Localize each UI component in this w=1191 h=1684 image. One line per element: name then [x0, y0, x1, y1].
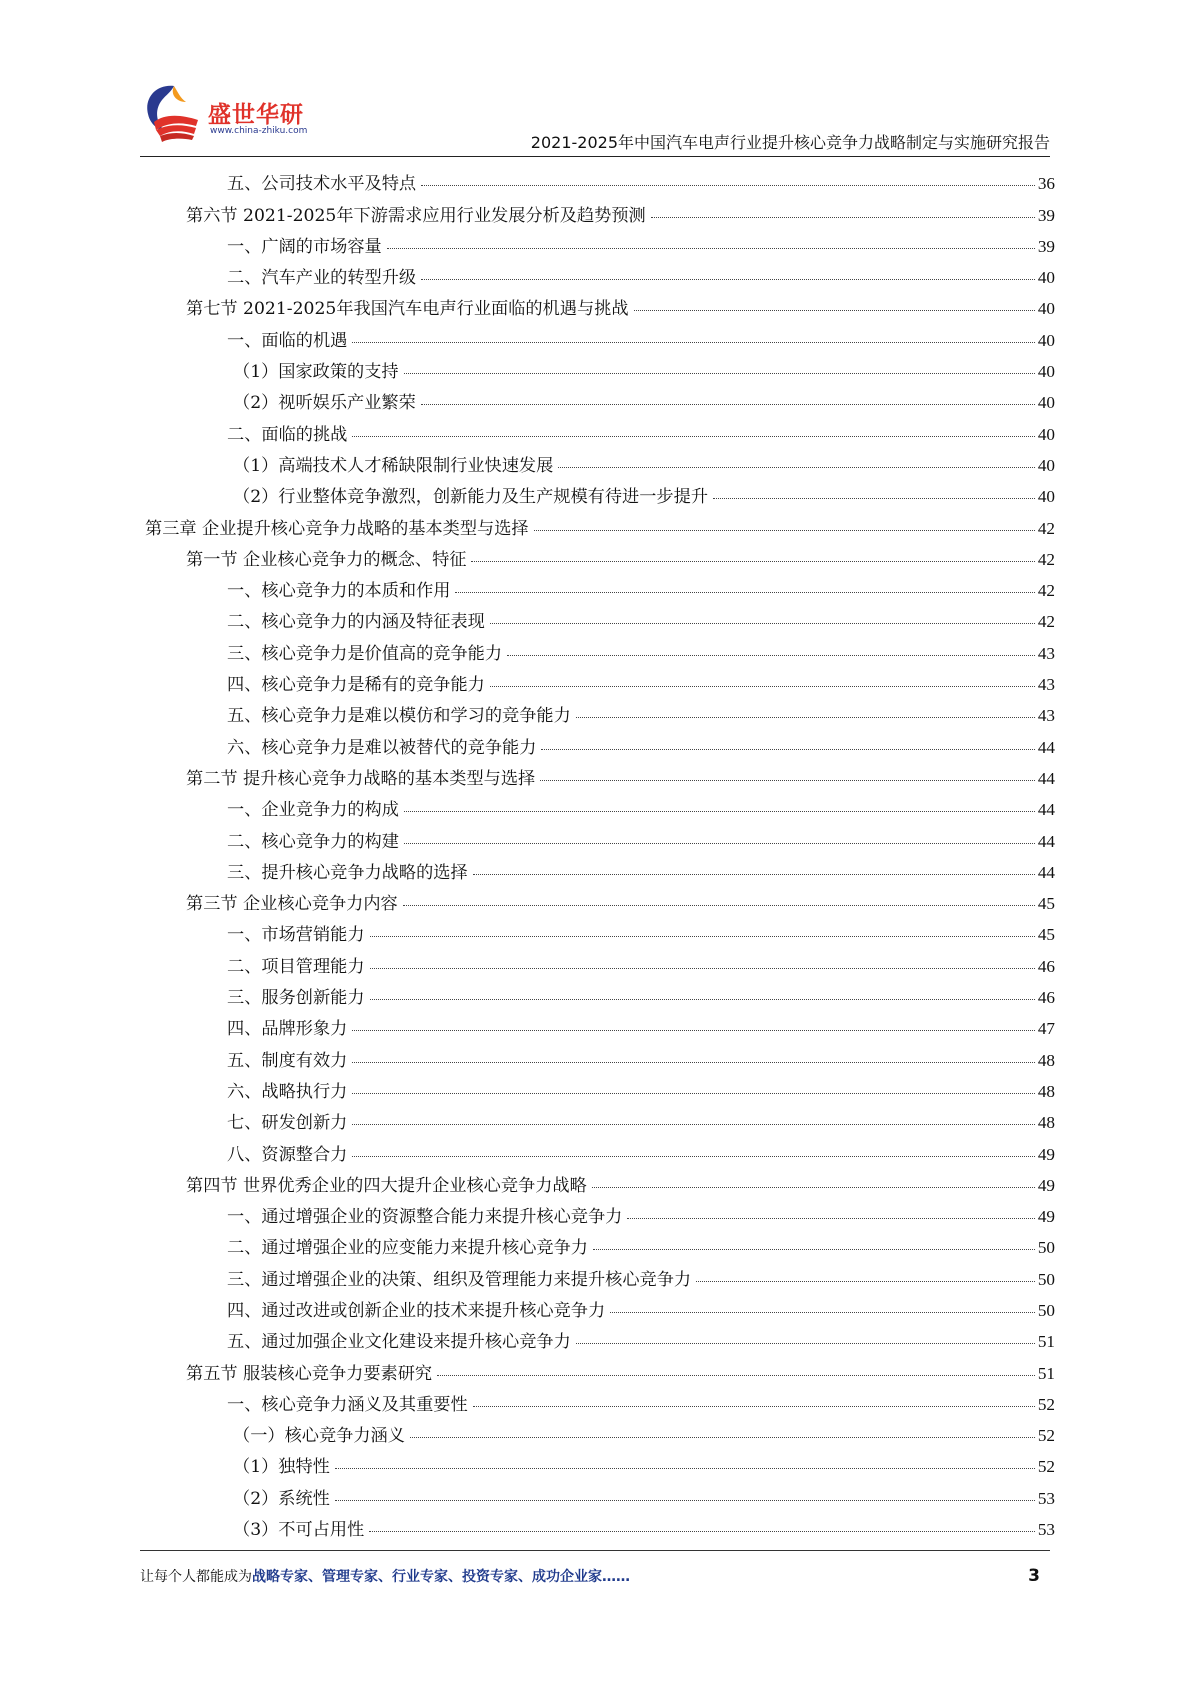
toc-leader-dots	[403, 905, 1035, 906]
toc-leader-dots	[473, 874, 1035, 875]
toc-leader-dots	[610, 1312, 1035, 1313]
toc-leader-dots	[455, 592, 1034, 593]
toc-leader-dots	[352, 1156, 1034, 1157]
toc-entry-title: 第三章 企业提升核心竞争力战略的基本类型与选择	[145, 518, 529, 539]
toc-entry-page: 42	[1037, 612, 1055, 632]
page-header	[140, 80, 1050, 154]
page-footer	[140, 1566, 1050, 1592]
toc-entry-page: 48	[1037, 1113, 1055, 1133]
toc-entry-page: 40	[1037, 299, 1055, 319]
toc-leader-dots	[352, 1124, 1034, 1125]
toc-entry[interactable]	[145, 163, 1055, 194]
toc-entry-page: 53	[1037, 1488, 1055, 1508]
toc-leader-dots	[541, 749, 1034, 750]
toc-entry-page: 45	[1037, 925, 1055, 945]
toc-entry[interactable]	[145, 820, 1055, 851]
toc-entry-page: 53	[1037, 1520, 1055, 1540]
toc-entry[interactable]	[145, 664, 1055, 695]
toc-entry-page: 48	[1037, 1050, 1055, 1070]
toc-entry[interactable]	[145, 1384, 1055, 1415]
toc-entry-title: 一、核心竞争力的本质和作用	[227, 581, 451, 602]
toc-entry-title: 四、核心竞争力是稀有的竞争能力	[227, 675, 485, 696]
toc-entry[interactable]	[145, 1133, 1055, 1164]
toc-entry[interactable]	[145, 632, 1055, 663]
toc-entry-title: 五、通过加强企业文化建设来提升核心竞争力	[227, 1332, 571, 1353]
toc-entry-page: 52	[1037, 1426, 1055, 1446]
toc-leader-dots	[410, 1437, 1035, 1438]
toc-entry[interactable]	[145, 570, 1055, 601]
toc-leader-dots	[370, 968, 1035, 969]
toc-entry[interactable]	[145, 1008, 1055, 1039]
toc-leader-dots	[507, 655, 1035, 656]
toc-entry[interactable]	[145, 476, 1055, 507]
toc-entry[interactable]	[145, 914, 1055, 945]
logo-swoosh-icon	[140, 80, 210, 146]
toc-entry-title: 三、核心竞争力是价值高的竞争能力	[227, 643, 503, 664]
toc-leader-dots	[558, 467, 1035, 468]
toc-entry-page: 40	[1037, 455, 1055, 475]
toc-entry-title: 三、提升核心竞争力战略的选择	[227, 862, 468, 883]
toc-leader-dots	[473, 1406, 1035, 1407]
toc-entry-title: 六、战略执行力	[227, 1081, 348, 1102]
toc-entry-title: （2）行业整体竞争激烈，创新能力及生产规模有待进一步提升	[233, 487, 709, 508]
toc-entry-title: 一、通过增强企业的资源整合能力来提升核心竞争力	[227, 1207, 623, 1228]
toc-entry-page: 50	[1037, 1269, 1055, 1289]
toc-leader-dots	[352, 436, 1034, 437]
toc-entry[interactable]	[145, 758, 1055, 789]
toc-entry-title: （3）不可占用性	[233, 1520, 365, 1541]
toc-leader-dots	[576, 1343, 1035, 1344]
toc-entry[interactable]	[145, 1102, 1055, 1133]
toc-entry[interactable]	[145, 1258, 1055, 1289]
toc-leader-dots	[713, 498, 1035, 499]
toc-entry[interactable]	[145, 1477, 1055, 1508]
toc-entry[interactable]	[145, 194, 1055, 225]
toc-entry[interactable]	[145, 1446, 1055, 1477]
toc-entry-title: 四、品牌形象力	[227, 1019, 348, 1040]
toc-leader-dots	[387, 248, 1035, 249]
toc-leader-dots	[593, 1249, 1035, 1250]
toc-entry-page: 50	[1037, 1238, 1055, 1258]
toc-leader-dots	[651, 217, 1035, 218]
toc-entry-page: 47	[1037, 1019, 1055, 1039]
toc-entry-title: 七、研发创新力	[227, 1113, 348, 1134]
toc-entry[interactable]	[145, 977, 1055, 1008]
toc-entry[interactable]	[145, 1071, 1055, 1102]
toc-entry[interactable]	[145, 1321, 1055, 1352]
toc-leader-dots	[369, 1531, 1035, 1532]
toc-leader-dots	[696, 1281, 1035, 1282]
brand-name: 盛世华研	[208, 102, 304, 128]
toc-entry-page: 44	[1037, 737, 1055, 757]
toc-entry-title: （1）国家政策的支持	[233, 362, 399, 383]
toc-entry-page: 43	[1037, 706, 1055, 726]
toc-entry-title: 二、项目管理能力	[227, 956, 365, 977]
toc-leader-dots	[421, 185, 1035, 186]
toc-entry-page: 40	[1037, 393, 1055, 413]
toc-entry-page: 43	[1037, 643, 1055, 663]
toc-entry[interactable]	[145, 1509, 1055, 1540]
toc-entry[interactable]	[145, 382, 1055, 413]
toc-entry-title: 第三节 企业核心竞争力内容	[186, 894, 398, 915]
toc-leader-dots	[421, 279, 1035, 280]
page-number: 3	[1028, 1566, 1040, 1586]
toc-entry[interactable]	[145, 695, 1055, 726]
toc-entry[interactable]	[145, 945, 1055, 976]
toc-leader-dots	[576, 717, 1035, 718]
toc-leader-dots	[352, 342, 1034, 343]
toc-leader-dots	[634, 310, 1035, 311]
toc-entry-page: 42	[1037, 549, 1055, 569]
toc-leader-dots	[534, 530, 1035, 531]
toc-entry[interactable]	[145, 1196, 1055, 1227]
brand-url: www.china-zhiku.com	[210, 126, 308, 136]
toc-entry[interactable]	[145, 413, 1055, 444]
company-logo	[140, 80, 340, 150]
toc-entry-page: 52	[1037, 1457, 1055, 1477]
table-of-contents	[145, 163, 1055, 1540]
toc-leader-dots	[335, 1468, 1035, 1469]
toc-entry-page: 45	[1037, 894, 1055, 914]
toc-entry-title: 一、广阔的市场容量	[227, 236, 382, 257]
toc-entry-title: 二、核心竞争力的构建	[227, 831, 399, 852]
toc-entry-title: 五、制度有效力	[227, 1050, 348, 1071]
toc-entry-title: 五、核心竞争力是难以模仿和学习的竞争能力	[227, 706, 571, 727]
report-title: 2021-2025年中国汽车电声行业提升核心竞争力战略制定与实施研究报告	[530, 133, 1050, 152]
toc-entry[interactable]	[145, 852, 1055, 883]
toc-entry[interactable]	[145, 883, 1055, 914]
toc-entry-page: 52	[1037, 1394, 1055, 1414]
toc-leader-dots	[352, 1030, 1034, 1031]
toc-entry-page: 50	[1037, 1300, 1055, 1320]
toc-entry[interactable]	[145, 1039, 1055, 1070]
toc-entry-page: 43	[1037, 675, 1055, 695]
toc-leader-dots	[352, 1093, 1034, 1094]
toc-leader-dots	[370, 936, 1035, 937]
toc-entry[interactable]	[145, 1227, 1055, 1258]
toc-leader-dots	[471, 561, 1034, 562]
toc-entry-title: 第七节 2021-2025年我国汽车电声行业面临的机遇与挑战	[186, 299, 629, 320]
toc-entry-title: 二、通过增强企业的应变能力来提升核心竞争力	[227, 1238, 588, 1259]
toc-entry-page: 44	[1037, 831, 1055, 851]
footer-divider	[140, 1550, 1050, 1551]
toc-entry[interactable]	[145, 726, 1055, 757]
toc-entry-title: 二、汽车产业的转型升级	[227, 268, 417, 289]
toc-entry-page: 51	[1037, 1332, 1055, 1352]
toc-entry-page: 44	[1037, 800, 1055, 820]
toc-entry-title: 八、资源整合力	[227, 1144, 348, 1165]
header-divider	[140, 156, 1050, 157]
toc-entry[interactable]	[145, 507, 1055, 538]
toc-leader-dots	[490, 686, 1035, 687]
toc-entry-page: 44	[1037, 768, 1055, 788]
toc-entry[interactable]	[145, 539, 1055, 570]
toc-leader-dots	[490, 623, 1035, 624]
toc-entry-title: 二、面临的挑战	[227, 424, 348, 445]
toc-entry-page: 46	[1037, 956, 1055, 976]
toc-entry[interactable]	[145, 601, 1055, 632]
toc-entry-page: 39	[1037, 205, 1055, 225]
toc-entry[interactable]	[145, 257, 1055, 288]
toc-leader-dots	[404, 811, 1035, 812]
toc-entry-page: 49	[1037, 1175, 1055, 1195]
footer-slogan-prefix: 让每个人都能成为	[140, 1569, 252, 1585]
toc-entry-page: 46	[1037, 988, 1055, 1008]
toc-entry-page: 42	[1037, 518, 1055, 538]
toc-entry-title: 第二节 提升核心竞争力战略的基本类型与选择	[186, 768, 536, 789]
toc-leader-dots	[540, 780, 1035, 781]
toc-entry-title: 一、核心竞争力涵义及其重要性	[227, 1394, 468, 1415]
toc-entry-page: 48	[1037, 1081, 1055, 1101]
toc-leader-dots	[592, 1187, 1035, 1188]
toc-entry-page: 51	[1037, 1363, 1055, 1383]
toc-entry-page: 40	[1037, 424, 1055, 444]
toc-entry[interactable]	[145, 1290, 1055, 1321]
toc-entry-page: 39	[1037, 236, 1055, 256]
toc-entry-title: 一、企业竞争力的构成	[227, 800, 399, 821]
toc-entry[interactable]	[145, 319, 1055, 350]
toc-entry-page: 40	[1037, 330, 1055, 350]
toc-entry-page: 49	[1037, 1207, 1055, 1227]
footer-slogan-highlight: 战略专家、管理专家、行业专家、投资专家、成功企业家……	[252, 1569, 630, 1585]
toc-leader-dots	[335, 1500, 1035, 1501]
toc-entry-title: （2）系统性	[233, 1488, 330, 1509]
toc-leader-dots	[370, 999, 1035, 1000]
toc-entry-title: 五、公司技术水平及特点	[227, 174, 417, 195]
toc-entry-title: 四、通过改进或创新企业的技术来提升核心竞争力	[227, 1300, 606, 1321]
toc-entry[interactable]	[145, 789, 1055, 820]
toc-entry-title: 二、核心竞争力的内涵及特征表现	[227, 612, 485, 633]
toc-leader-dots	[421, 404, 1035, 405]
toc-entry[interactable]	[145, 288, 1055, 319]
toc-entry-page: 40	[1037, 268, 1055, 288]
toc-entry[interactable]	[145, 351, 1055, 382]
toc-entry-title: 第一节 企业核心竞争力的概念、特征	[186, 549, 467, 570]
toc-leader-dots	[437, 1375, 1035, 1376]
toc-entry[interactable]	[145, 226, 1055, 257]
toc-entry-title: 三、通过增强企业的决策、组织及管理能力来提升核心竞争力	[227, 1269, 692, 1290]
toc-leader-dots	[404, 843, 1035, 844]
toc-entry[interactable]	[145, 1415, 1055, 1446]
toc-leader-dots	[627, 1218, 1034, 1219]
toc-entry[interactable]	[145, 1352, 1055, 1383]
toc-entry-title: 三、服务创新能力	[227, 988, 365, 1009]
toc-entry-title: 一、市场营销能力	[227, 925, 365, 946]
toc-entry-page: 44	[1037, 862, 1055, 882]
toc-entry-title: （1）独特性	[233, 1457, 330, 1478]
toc-entry-page: 40	[1037, 362, 1055, 382]
toc-entry-title: 第五节 服装核心竞争力要素研究	[186, 1363, 433, 1384]
toc-leader-dots	[352, 1062, 1034, 1063]
toc-entry-title: （2）视听娱乐产业繁荣	[233, 393, 416, 414]
toc-entry-title: （一）核心竞争力涵义	[233, 1426, 405, 1447]
toc-entry-page: 36	[1037, 174, 1055, 194]
toc-entry-title: 第六节 2021-2025年下游需求应用行业发展分析及趋势预测	[186, 205, 646, 226]
toc-entry[interactable]	[145, 445, 1055, 476]
toc-entry-title: 六、核心竞争力是难以被替代的竞争能力	[227, 737, 537, 758]
toc-entry-title: 一、面临的机遇	[227, 330, 348, 351]
toc-entry-page: 49	[1037, 1144, 1055, 1164]
toc-entry-page: 40	[1037, 487, 1055, 507]
toc-entry[interactable]	[145, 1165, 1055, 1196]
toc-entry-page: 42	[1037, 581, 1055, 601]
toc-leader-dots	[404, 373, 1035, 374]
toc-entry-title: （1）高端技术人才稀缺限制行业快速发展	[233, 455, 554, 476]
toc-entry-title: 第四节 世界优秀企业的四大提升企业核心竞争力战略	[186, 1175, 587, 1196]
